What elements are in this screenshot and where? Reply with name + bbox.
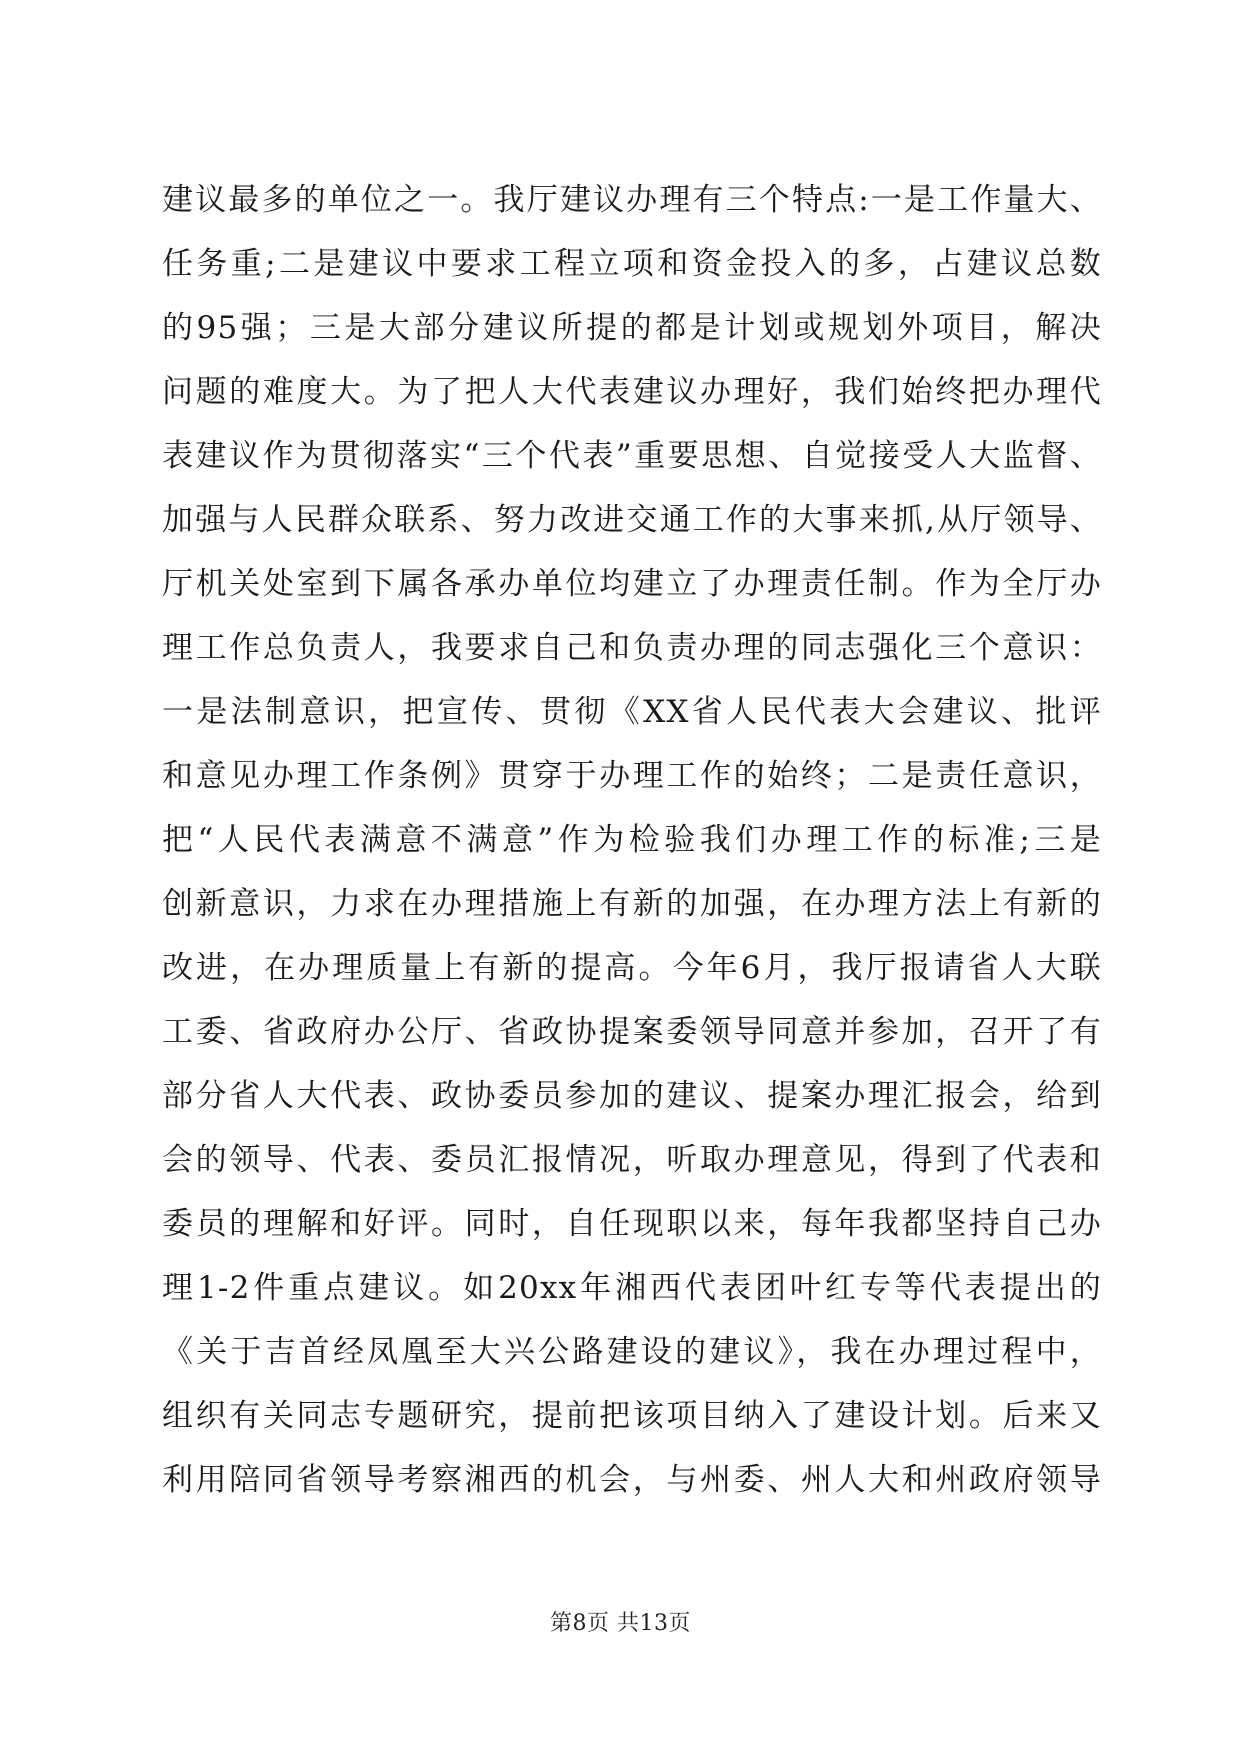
text-line: 部分省人大代表、政协委员参加的建议、提案办理汇报会，给到 [162, 1078, 1102, 1114]
text-line: 理1-2件重点建议。如20xx年湘西代表团叶红专等代表提出的 [162, 1270, 1102, 1306]
text-line: 委员的理解和好评。同时，自任现职以来，每年我都坚持自己办 [162, 1206, 1102, 1242]
text-line: 创新意识，力求在办理措施上有新的加强，在办理方法上有新的 [162, 886, 1102, 922]
text-line: 组织有关同志专题研究，提前把该项目纳入了建设计划。后来又 [162, 1398, 1102, 1434]
text-line: 把“人民代表满意不满意”作为检验我们办理工作的标准;三是 [162, 822, 1102, 858]
text-line: 会的领导、代表、委员汇报情况，听取办理意见，得到了代表和 [162, 1142, 1102, 1178]
text-line: 和意见办理工作条例》贯穿于办理工作的始终；二是责任意识， [162, 758, 1102, 794]
text-line: 理工作总负责人，我要求自己和负责办理的同志强化三个意识： [162, 630, 1102, 666]
text-line: 加强与人民群众联系、努力改进交通工作的大事来抓,从厅领导、 [162, 502, 1102, 538]
text-line: 表建议作为贯彻落实“三个代表”重要思想、自觉接受人大监督、 [162, 438, 1102, 474]
text-line: 一是法制意识，把宣传、贯彻《XX省人民代表大会建议、批评 [162, 694, 1102, 730]
body-text [162, 168, 1102, 1512]
text-line: 利用陪同省领导考察湘西的机会，与州委、州人大和州政府领导 [162, 1462, 1102, 1498]
text-line: 工委、省政府办公厅、省政协提案委领导同意并参加，召开了有 [162, 1014, 1102, 1050]
text-line: 改进，在办理质量上有新的提高。今年6月，我厅报请省人大联 [162, 950, 1102, 986]
text-line: 建议最多的单位之一。我厅建议办理有三个特点:一是工作量大、 [162, 182, 1102, 218]
text-line: 厅机关处室到下属各承办单位均建立了办理责任制。作为全厅办 [162, 566, 1102, 602]
text-line: 任务重;二是建议中要求工程立项和资金投入的多，占建议总数 [162, 246, 1102, 282]
text-line: 的95强；三是大部分建议所提的都是计划或规划外项目，解决 [162, 310, 1102, 346]
text-line: 问题的难度大。为了把人大代表建议办理好，我们始终把办理代 [162, 374, 1102, 410]
text-line: 《关于吉首经凤凰至大兴公路建设的建议》，我在办理过程中， [162, 1334, 1102, 1370]
page-number-footer: 第8页 共13页 [550, 1611, 691, 1636]
